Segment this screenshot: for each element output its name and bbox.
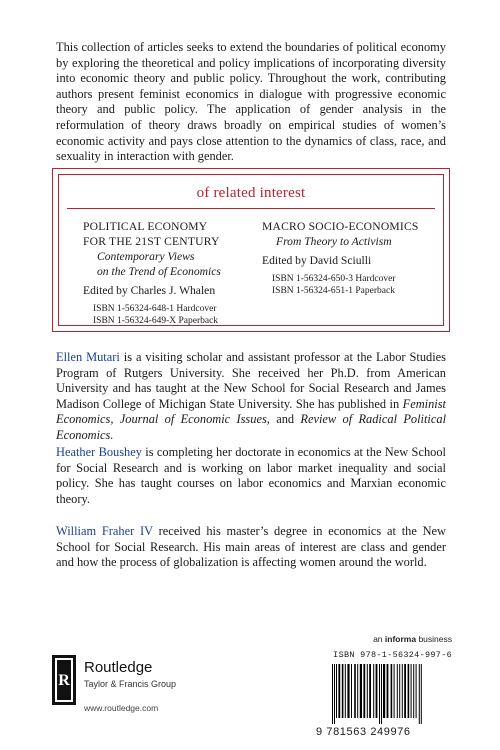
barcode-bar <box>351 664 352 718</box>
book-subtitle-line: on the Trend of Economics <box>97 265 221 278</box>
bio-text: and <box>269 412 301 427</box>
barcode-bar <box>402 664 403 718</box>
barcode-bar <box>360 664 362 718</box>
author-name: Heather Boushey <box>56 445 142 459</box>
publisher-name: Routledge <box>84 659 153 676</box>
barcode-bar <box>367 664 368 718</box>
book-isbn-block <box>262 273 447 297</box>
barcode-bar <box>421 664 422 724</box>
publisher-url[interactable]: www.routledge.com <box>84 703 159 713</box>
barcode-bar <box>332 664 333 724</box>
barcode-bar <box>408 664 410 718</box>
related-interest-inner-frame <box>58 174 444 326</box>
book-editor: Edited by Charles J. Whalen <box>83 284 216 297</box>
publisher-block <box>52 655 222 715</box>
barcode-bar <box>416 664 417 718</box>
barcode-bar <box>373 664 374 718</box>
barcode-bar <box>381 664 382 724</box>
related-book-political-economy <box>83 219 261 327</box>
author-bio-boushey <box>56 445 446 507</box>
publisher-group: Taylor & Francis Group <box>84 679 177 689</box>
bio-journal-last: Review of Radical Political Economics. <box>56 412 447 442</box>
barcode-bar <box>334 664 335 724</box>
barcode-digits: 9 781563 249976 <box>316 726 411 738</box>
barcode-bar <box>363 664 365 718</box>
book-isbn-paperback: ISBN 1-56324-651-1 Paperback <box>272 286 395 296</box>
barcode-bar <box>383 664 385 718</box>
barcode-bar <box>397 664 398 718</box>
barcode-bar <box>354 664 356 718</box>
book-title-line: POLITICAL ECONOMY <box>83 220 208 233</box>
barcode-bar <box>399 664 400 718</box>
book-subtitle-line: Contemporary Views <box>97 250 195 263</box>
bio-text: received his master’s degree in economics at the New School for Social Research. His main areas of interest are class and gender and how the process of globalization is affecting women around the world. <box>56 524 446 570</box>
routledge-logo-icon <box>52 655 76 705</box>
barcode-bar <box>411 664 412 718</box>
author-name: Ellen Mutari <box>56 350 120 364</box>
barcode-bar <box>342 664 344 718</box>
book-isbn-paperback: ISBN 1-56324-649-X Paperback <box>93 316 219 326</box>
related-interest-divider <box>67 208 435 209</box>
barcode-image <box>330 664 452 724</box>
author-bio-fraher <box>56 524 446 571</box>
barcode-bar <box>413 664 414 718</box>
barcode-bar <box>391 664 393 718</box>
svg-text:R: R <box>58 672 70 689</box>
barcode-bar <box>345 664 346 718</box>
informa-tagline: an informa business <box>373 634 452 644</box>
barcode-bar <box>387 664 389 718</box>
bio-text: is a visiting scholar and assistant professor at the Labor Studies Program of Rutgers University. She received her Ph.D. from American University and has taught at the New School for Social Research and James Madison College of Michigan State University. She has published in <box>56 350 446 411</box>
barcode-bar <box>404 664 406 718</box>
book-editor: Edited by David Sciulli <box>262 254 372 267</box>
bio-text: is completing her doctorate in economics at the New School for Social Research and is working on labor market inequality and social policy. She has taught courses on labor economics and Marxian economic theory. <box>56 445 446 506</box>
book-title-line: MACRO SOCIO-ECONOMICS <box>262 220 419 233</box>
author-name: William Fraher IV <box>56 524 153 538</box>
book-title-line: FOR THE 21ST CENTURY <box>83 235 220 248</box>
barcode-bar <box>394 664 395 718</box>
barcode-bar <box>338 664 340 718</box>
related-interest-heading: of related interest <box>196 185 306 201</box>
barcode-bar <box>369 664 371 718</box>
bio-journals: Feminist Economics, Journal of Economic Issues, <box>56 396 446 427</box>
isbn-label: ISBN 978-1-56324-997-6 <box>333 650 452 660</box>
intro-paragraph: This collection of articles seeks to extend the boundaries of political economy by exploring the theoretical and policy implications of incorporating diversity into economic theory and public policy. Throughout the work, contributing authors present feminist economics in dialogue with progressive economic theory and public policy. The application of gender analysis in the reformulation of theory draws broadly on empirical studies of women’s economic activity and pays close attention to the dynamics of class, race, and sexuality in interaction with gender. <box>56 40 446 164</box>
book-subtitle-line: From Theory to Activism <box>276 235 392 248</box>
book-isbn-hardcover: ISBN 1-56324-648-1 Hardcover <box>93 304 217 314</box>
book-isbn-hardcover: ISBN 1-56324-650-3 Hardcover <box>272 274 396 284</box>
barcode-bar <box>336 664 337 718</box>
book-isbn-block <box>83 303 261 327</box>
barcode-bar <box>357 664 358 718</box>
barcode-bar <box>376 664 378 718</box>
barcode-bar <box>419 664 420 724</box>
author-bio-mutari <box>56 350 446 444</box>
barcode-bar <box>347 664 349 718</box>
related-interest-box <box>52 168 450 332</box>
barcode-block <box>316 634 452 744</box>
barcode-bar <box>379 664 380 724</box>
related-book-macro-socio-economics <box>262 219 447 297</box>
